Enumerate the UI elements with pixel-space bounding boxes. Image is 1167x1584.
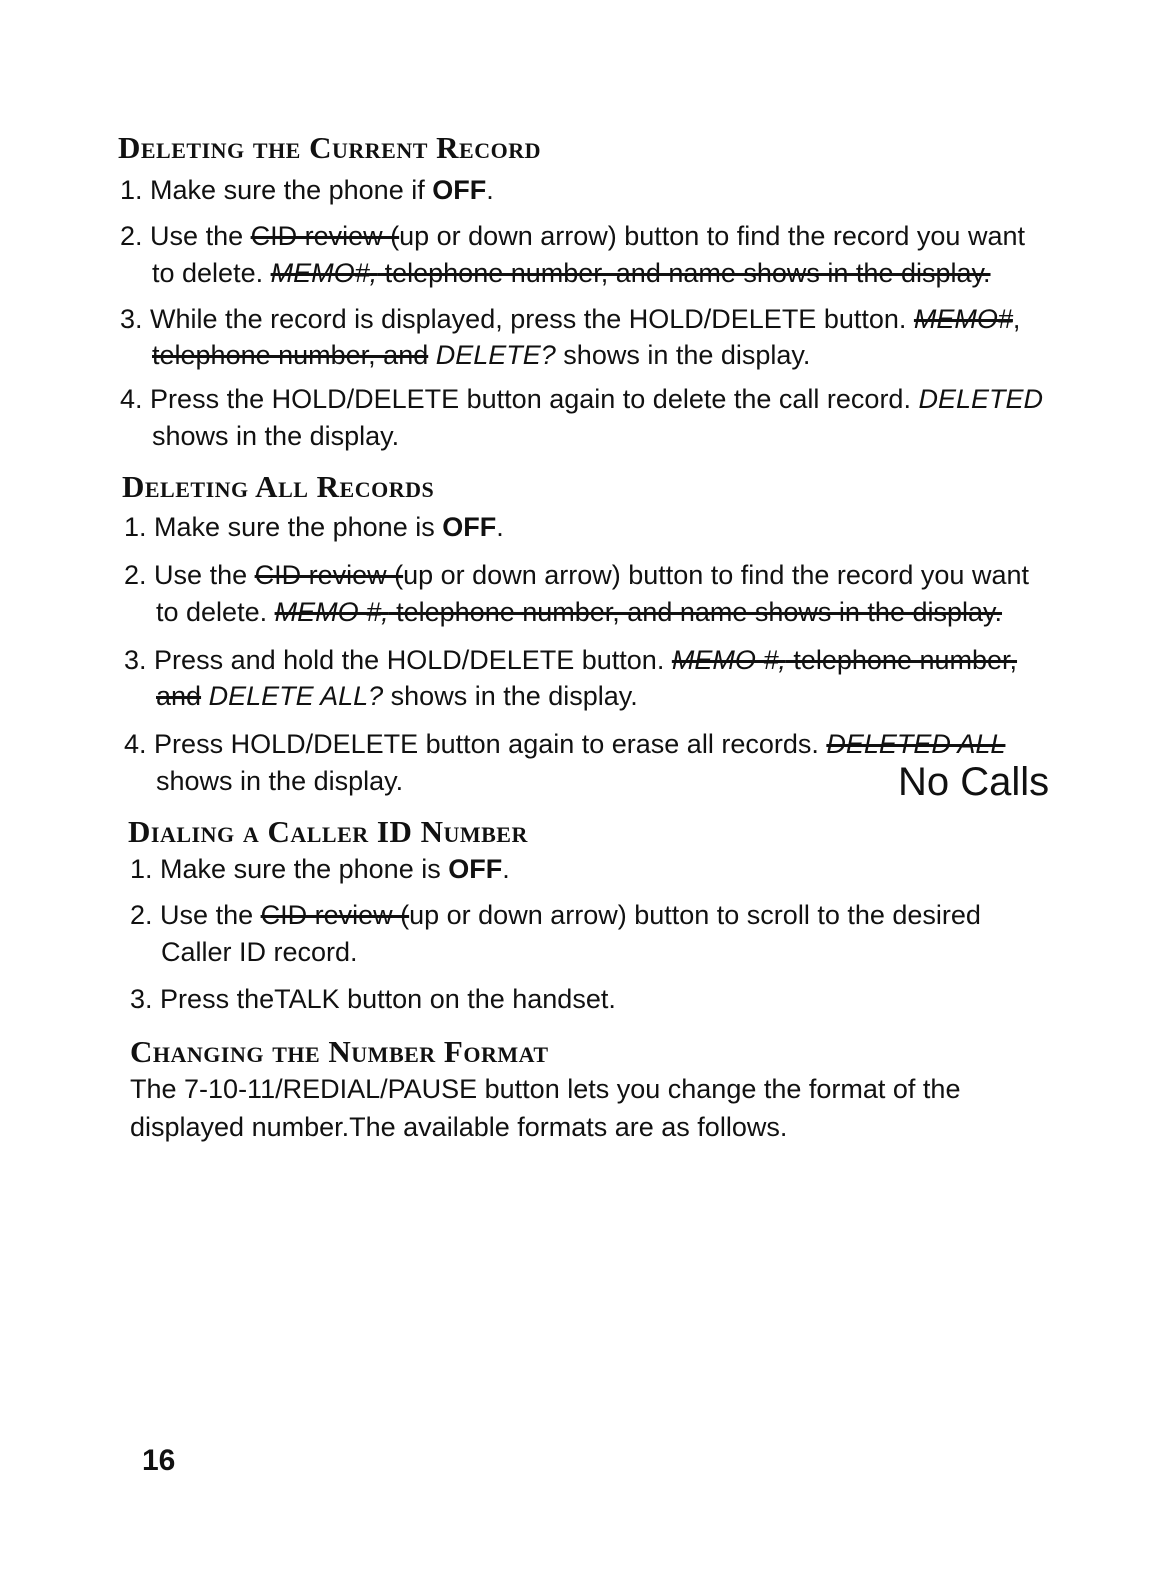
step-text: Use the	[154, 560, 255, 590]
step-text: up or down arrow) button to find the record you want	[403, 560, 1029, 590]
s2-step2	[124, 560, 1029, 591]
step-text: ,	[1012, 304, 1021, 334]
struck-text: MEMO #,	[671, 645, 786, 675]
step-number: 4.	[124, 729, 147, 759]
step-text: to delete.	[156, 597, 275, 627]
s2-step4	[124, 729, 1005, 760]
heading-deleting-all-records: Deleting All Records	[122, 469, 435, 504]
step-number: 2.	[124, 560, 147, 590]
step-number: 3.	[120, 304, 143, 334]
s3-step2	[130, 900, 981, 931]
s1-step3	[120, 304, 1020, 335]
step-number: 4.	[120, 384, 143, 414]
step-text: Make sure the phone if	[150, 175, 433, 205]
step-text: up or down arrow) button to scroll to the desired	[409, 900, 981, 930]
struck-text: CID review (	[260, 900, 410, 930]
s2-step3	[124, 645, 1017, 676]
struck-text: CID review (	[254, 560, 404, 590]
step-text: up or down arrow) button to find the record you want	[399, 221, 1025, 251]
step-text: Make sure the phone is	[154, 512, 443, 542]
s1-step2	[120, 221, 1025, 252]
struck-text: MEMO#	[913, 304, 1013, 334]
step-text: shows in the display.	[156, 766, 404, 796]
s3-step2-line2	[161, 937, 358, 968]
step-end: .	[486, 175, 494, 205]
struck-text: telephone number,	[785, 645, 1018, 675]
step-text: Press HOLD/DELETE button again to erase all records.	[154, 729, 827, 759]
struck-text: and	[156, 681, 202, 711]
step-text: Use the	[150, 221, 251, 251]
s2-step1	[124, 512, 504, 543]
step-bold: OFF	[448, 854, 503, 884]
step-number: 3.	[124, 645, 147, 675]
s1-step3-line2	[152, 340, 810, 371]
struck-text: CID review (	[250, 221, 400, 251]
step-text: shows in the display.	[152, 421, 400, 451]
step-number: 1.	[130, 854, 153, 884]
struck-text: telephone number, and name shows in the display.	[388, 597, 1003, 627]
step-end: .	[502, 854, 510, 884]
step-bold: OFF	[432, 175, 487, 205]
s4-paragraph-line2: displayed number.The available formats are as follows.	[130, 1112, 788, 1142]
step-text: Use the	[160, 900, 261, 930]
step-text: Caller ID record.	[161, 937, 358, 967]
step-text: shows in the display.	[555, 340, 811, 370]
heading-changing-number-format: Changing the Number Format	[130, 1034, 549, 1069]
s1-step1	[120, 175, 494, 206]
step-text: While the record is displayed, press the HOLD/DELETE button.	[150, 304, 914, 334]
s2-step4-line2	[156, 766, 403, 797]
struck-text: DELETED ALL	[826, 729, 1006, 759]
s4-paragraph-line1: The 7-10-11/REDIAL/PAUSE button lets you change the format of the	[130, 1074, 961, 1104]
step-text: Press the HOLD/DELETE button again to delete the call record.	[150, 384, 919, 414]
heading-deleting-current-record: Deleting the Current Record	[118, 130, 541, 165]
s1-step2-line2	[152, 258, 991, 289]
step-number: 2.	[120, 221, 143, 251]
page-number: 16	[142, 1444, 176, 1477]
s3-step3	[130, 984, 616, 1015]
display-message: DELETED	[918, 384, 1043, 414]
struck-text: telephone number, and name shows in the display.	[377, 258, 991, 288]
struck-text: telephone number, and	[152, 340, 429, 370]
struck-text: MEMO #,	[274, 597, 389, 627]
s3-step1	[130, 854, 510, 885]
step-text: shows in the display.	[383, 681, 638, 711]
step-number: 2.	[130, 900, 153, 930]
s1-step4-line2	[152, 421, 399, 452]
step-text: to delete.	[152, 258, 271, 288]
s2-step2-line2	[156, 597, 1002, 628]
handwritten-correction-no-calls: No Calls	[898, 760, 1050, 804]
step-bold: OFF	[442, 512, 497, 542]
display-message: DELETE?	[428, 340, 556, 370]
step-text: Press and hold the HOLD/DELETE button.	[154, 645, 672, 675]
s2-step3-line2	[156, 681, 638, 712]
step-number: 3.	[130, 984, 153, 1014]
heading-dialing-caller-id-number: Dialing a Caller ID Number	[128, 814, 528, 849]
step-end: .	[496, 512, 504, 542]
s1-step4	[120, 384, 1043, 415]
step-number: 1.	[124, 512, 147, 542]
step-text: Press theTALK button on the handset.	[160, 984, 616, 1014]
step-text: Make sure the phone is	[160, 854, 449, 884]
step-number: 1.	[120, 175, 143, 205]
struck-text: MEMO#,	[270, 258, 378, 288]
display-message: DELETE ALL?	[201, 681, 384, 711]
